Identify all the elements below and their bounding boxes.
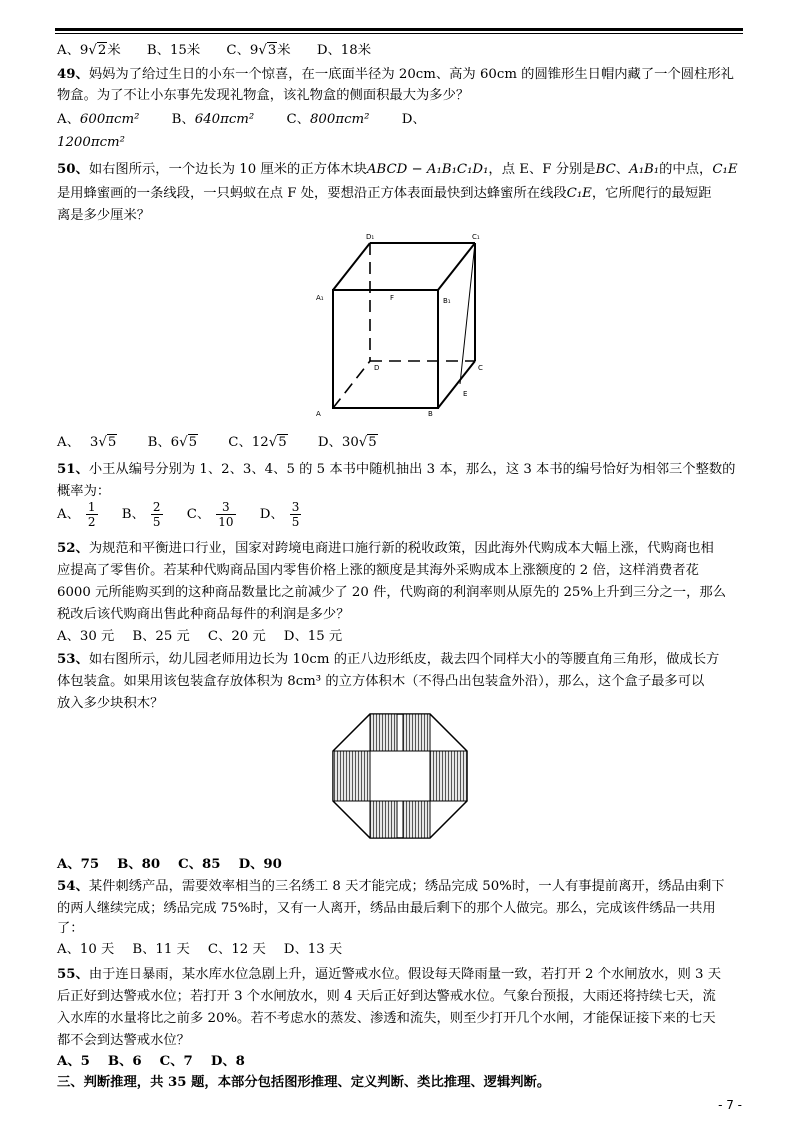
q55-line3: 入水库的水量将比之前多 20%。若不考虑水的蒸发、渗透和流失，则至少打开几个水闸，才能保证接下来的七天 bbox=[57, 1011, 716, 1026]
q54-line2: 的两人继续完成；绣品完成 75%时，又有一人离开，绣品由最后剩下的那个人做完。那么，完成该件绣品一共用 bbox=[57, 901, 716, 916]
option-d-label: D、 bbox=[316, 43, 341, 58]
label-b: B bbox=[428, 410, 433, 418]
label-a1: A₁ bbox=[316, 294, 324, 302]
q49-line1: 49、妈妈为了给过生日的小东一个惊喜，在一底面半径为 20cm、高为 60cm 的圆锥形生日帽内藏了一个圆柱形礼 bbox=[57, 67, 734, 82]
q53-line3: 放入多少块积木？ bbox=[57, 696, 164, 711]
q49-options: A、600πcm² B、640πcm² C、800πcm² D、 bbox=[57, 112, 426, 127]
q49-line2: 物盒。为了不让小东事先发现礼物盒，该礼物盒的侧面积最大为多少？ bbox=[57, 88, 470, 103]
q52-line2: 应提高了零售价。若某种代购商品国内零售价格上涨的额度是其海外采购成本上涨额度的 2 倍，这样消费者花 bbox=[57, 563, 699, 578]
q50-line3: 离是多少厘米？ bbox=[57, 208, 151, 223]
q53-options: A、75 B、80 C、85 D、90 bbox=[57, 857, 282, 872]
cube-figure bbox=[300, 228, 510, 423]
q52-options: A、30 元 B、25 元 C、20 元 D、15 元 bbox=[57, 629, 343, 644]
option-d-value: 18 bbox=[340, 43, 358, 58]
label-f: F bbox=[390, 294, 395, 302]
label-e: E bbox=[463, 390, 468, 398]
header-rule-thin bbox=[55, 33, 743, 34]
octagon-box-figure bbox=[330, 711, 470, 841]
q50-line1: 50、如右图所示，一个边长为 10 厘米的正方体木块ABCD − A₁B₁C₁D₁，点 E、F 分别是BC、A₁B₁的中点，C₁E bbox=[57, 162, 738, 177]
q55-options: A、5 B、6 C、7 D、8 bbox=[57, 1054, 245, 1069]
label-a: A bbox=[316, 410, 321, 418]
q50-options: A、 3√5 B、6√5 C、12√5 D、30√5 bbox=[57, 435, 377, 450]
label-b1: B₁ bbox=[443, 297, 451, 305]
q51-line2: 概率为： bbox=[57, 484, 111, 499]
q52-line3: 6000 元所能购买到的这种商品数量比之前减少了 20 件，代购商的利润率则从原先的 25%上升到三分之一，那么 bbox=[57, 585, 726, 600]
q51-line1: 51、小王从编号分别为 1、2、3、4、5 的 5 本书中随机抽出 3 本，那么，这 3 本书的编号恰好为相邻三个整数的 bbox=[57, 462, 736, 477]
q54-line3: 了： bbox=[57, 921, 84, 936]
q54-options: A、10 天 B、11 天 C、12 天 D、13 天 bbox=[57, 942, 343, 957]
option-b-label: B、 bbox=[146, 43, 170, 58]
q53-line2: 体包装盒。如果用该包装盒存放体积为 8cm³ 的立方体积木（不得凸出包装盒外沿），那么，这个盒子最多可以 bbox=[57, 674, 705, 689]
header-rule-thick bbox=[55, 28, 743, 31]
label-d: D bbox=[374, 364, 380, 372]
q55-line2: 后正好到达警戒水位；若打开 3 个水闸放水，则 4 天后正好到达警戒水位。气象台预报，大雨还将持续七天，流 bbox=[57, 989, 716, 1004]
label-c: C bbox=[478, 364, 483, 372]
label-c1: C₁ bbox=[472, 233, 480, 241]
section-3-heading: 三、判断推理，共 35 题，本部分包括图形推理、定义判断、类比推理、逻辑判断。 bbox=[57, 1075, 551, 1090]
q54-line1: 54、某件刺绣产品，需要效率相当的三名绣工 8 天才能完成；绣品完成 50%时，一人有事提前离开，绣品由剩下 bbox=[57, 879, 725, 894]
q52-line1: 52、为规范和平衡进口行业，国家对跨境电商进口施行新的税收政策，因此海外代购成本大幅上涨，代购商也相 bbox=[57, 541, 714, 556]
q53-line1: 53、如右图所示，幼儿园老师用边长为 10cm 的正八边形纸皮，裁去四个同样大小的等腰直角三角形，做成长方 bbox=[57, 652, 720, 667]
option-b-value: 15 bbox=[169, 43, 187, 58]
option-c-label: C、 bbox=[226, 43, 250, 58]
option-a-label: A、 bbox=[57, 43, 80, 58]
q52-line4: 税改后该代购商出售此种商品每件的利润是多少？ bbox=[57, 607, 350, 622]
q48-options: A、9√2米 B、15米 C、9√3米 D、18米 bbox=[57, 43, 372, 58]
q50-line2: 是用蜂蜜画的一条线段，一只蚂蚁在点 F 处，要想沿正方体表面最快到达蜂蜜所在线段C₁E，它所爬行的最短距 bbox=[57, 186, 712, 201]
option-c-value: 9√3 bbox=[249, 43, 277, 58]
label-d1: D₁ bbox=[366, 233, 375, 241]
q51-options: A、 $\frac{1}{2}$ B、 $\frac{2}{5}$ C、 $\frac{3}{10}$ D、 $\frac{3}{5}$ bbox=[57, 500, 300, 529]
q49-option-d-value: 1200πcm² bbox=[57, 135, 125, 150]
question-number: 49、 bbox=[57, 67, 89, 82]
q55-line4: 都不会到达警戒水位？ bbox=[57, 1033, 190, 1048]
page-number: - 7 - bbox=[718, 1098, 742, 1112]
option-a-value: 9√2 bbox=[79, 43, 107, 58]
q55-line1: 55、由于连日暴雨，某水库水位急剧上升，逼近警戒水位。假设每天降雨量一致，若打开 2 个水闸放水，则 3 天 bbox=[57, 967, 721, 982]
